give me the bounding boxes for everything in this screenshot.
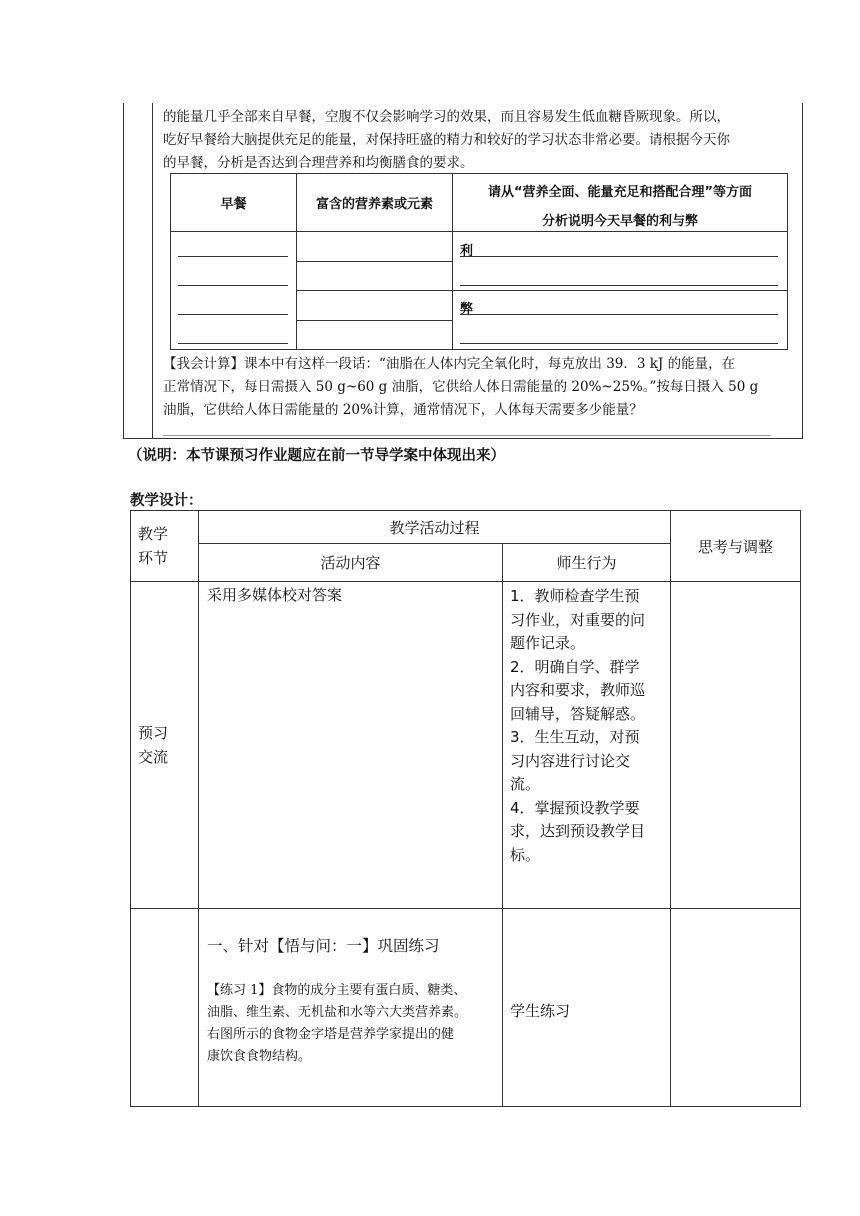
analysis-col-header-line2: 分析说明今天早餐的利与弊 [541, 214, 698, 229]
analysis-col-header-line1: 请从“营养全面、能量充足和搭配合理”等方面 [487, 185, 753, 200]
breakfast-blank-1[interactable] [178, 256, 288, 257]
breakfast-col-header: 早餐 [220, 197, 247, 212]
pro-label: 利 [460, 244, 474, 259]
breakfast-blank-3[interactable] [178, 314, 288, 315]
stage-preview-line1: 预习 [138, 724, 169, 742]
process-header: 教学活动过程 [389, 518, 480, 537]
con-blank-1[interactable] [460, 314, 778, 315]
con-label: 弊 [460, 302, 474, 317]
intro-line-3: 的早餐，分析是否达到合理营养和均衡膳食的要求。 [163, 155, 474, 171]
stage-header-line1: 教学 [138, 525, 169, 543]
row2-title: 一、针对【悟与问：一】巩固练习 [207, 937, 440, 955]
reflect-header: 思考与调整 [697, 537, 773, 556]
behavior-header: 师生行为 [556, 554, 617, 572]
stage-header-line2: 环节 [138, 549, 169, 567]
intro-line-1: 的能量几乎全部来自早餐，空腹不仅会影响学习的效果，而且容易发生低血糖昏厥现象。所以， [163, 109, 730, 125]
design-heading: 教学设计： [130, 493, 203, 509]
row1-content: 采用多媒体校对答案 [207, 586, 343, 604]
con-blank-2[interactable] [460, 343, 778, 344]
breakfast-blank-2[interactable] [178, 285, 288, 286]
calc-line-3: 油脂，它供给人体日需能量的 20%计算，通常情况下，人体每天需要多少能量？ [163, 402, 643, 418]
preview-note: （说明：本节课预习作业题应在前一节导学案中体现出来） [128, 448, 505, 464]
intro-line-2: 吃好早餐给大脑提供充足的能量，对保持旺盛的精力和较好的学习状态非常必要。请根据今天你 [163, 132, 730, 148]
calc-line-2: 正常情况下，每日需摄入 50 g~60 g 油脂，它供给人体日需能量的 20%~25%。”按每日摄入 50 g [163, 379, 759, 395]
pro-blank-1[interactable] [460, 256, 778, 257]
top-box-inner-left [152, 103, 153, 438]
nutrient-col-header: 富含的营养素或元素 [315, 197, 433, 212]
row2-behavior: 学生练习 [510, 1002, 571, 1020]
content-header: 活动内容 [320, 554, 381, 572]
stage-preview-line2: 交流 [138, 748, 169, 766]
top-box-bottom [123, 438, 803, 439]
breakfast-blank-4[interactable] [178, 343, 288, 344]
top-box-right [802, 103, 803, 438]
pro-blank-2[interactable] [460, 285, 778, 286]
top-box-left [123, 103, 124, 438]
calc-answer-line[interactable] [163, 435, 771, 436]
calc-line-1: 【我会计算】课本中有这样一段话：“油脂在人体内完全氧化时，每克放出 39．3 kJ 的能量，在 [163, 356, 736, 372]
